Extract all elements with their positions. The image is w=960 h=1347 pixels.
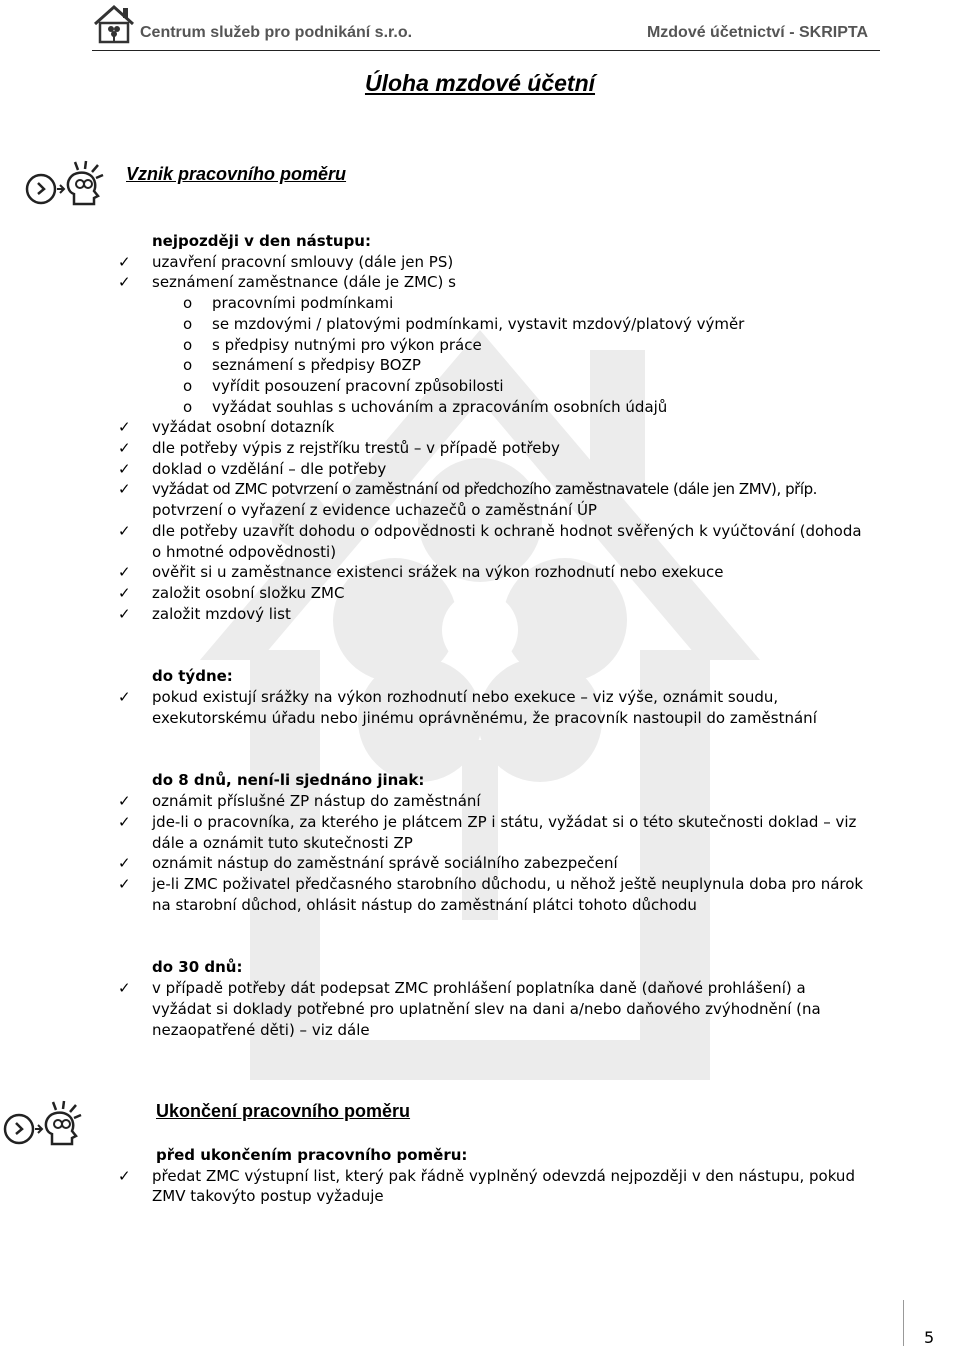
company-name: Centrum služeb pro podnikání s.r.o. (140, 24, 413, 41)
list-item: ✓ oznámit příslušné ZP nástup do zaměstnání (118, 792, 481, 811)
thinking-head-clock-icon (2, 1100, 84, 1148)
group-title: do týdne: (152, 667, 233, 686)
check-mark-icon: ✓ (118, 521, 131, 540)
list-item: ✓ vyžádat osobní dotazník (118, 418, 335, 437)
list-item: ✓ v případě potřeby dát podepsat ZMC prohlášení poplatníka daně (daňové prohlášení) a vyžádat si doklady potřebné pro uplatnění slev na dani a/nebo daňového zvýhodnění (na nezaopatřené děti) – viz dále (118, 979, 821, 1039)
page-header (0, 0, 960, 56)
list-item: ✓ vyžádat od ZMC potvrzení o zaměstnání od předchozího zaměstnavatele (dále jen ZMV), příp. (118, 480, 817, 499)
list-item: ✓ jde-li o pracovníka, za kterého je plátcem ZP i státu, vyžádat si o této skutečnosti doklad – viz dále a oznámit tuto skutečnosti ZP (118, 812, 857, 852)
list-item: ✓ seznámení zaměstnance (dále je ZMC) s (118, 273, 456, 292)
group-title: do 30 dnů: (152, 958, 243, 977)
list-item: ✓ oznámit nástup do zaměstnání správě sociálního zabezpečení (118, 854, 618, 873)
sub-list-item: o pracovními podmínkami (183, 294, 394, 313)
group-within-30-days (0, 957, 960, 1040)
group-title: před ukončením pracovního poměru: (156, 1146, 468, 1164)
section-employment-start (0, 231, 960, 1040)
footer-divider (903, 1300, 904, 1346)
list-item: ✓ založit mzdový list (118, 604, 291, 623)
group-before-termination (0, 1145, 960, 1207)
check-mark-icon: ✓ (118, 874, 131, 893)
list-item: ✓ ověřit si u zaměstnance existenci srážek na výkon rozhodnutí nebo exekuce (118, 563, 724, 582)
check-mark-icon: ✓ (118, 1166, 131, 1185)
group-title: do 8 dnů, není-li sjednáno jinak: (152, 771, 425, 790)
sub-list-item: o vyřídit posouzení pracovní způsobilosti (183, 376, 504, 395)
page-number: 5 (924, 1328, 935, 1347)
list-item: ✓ založit osobní složku ZMC (118, 583, 345, 602)
list-item: ✓ předat ZMC výstupní list, který pak řádně vyplněný odevzdá nejpozději v den nástupu, pokud ZMV takovýto postup vyžaduje (118, 1166, 855, 1206)
check-mark-icon: ✓ (118, 418, 131, 437)
sub-list-item: o seznámení s předpisy BOZP (183, 356, 421, 375)
thinking-head-clock-icon (24, 160, 106, 208)
check-mark-icon: ✓ (118, 792, 131, 811)
check-mark-icon: ✓ (118, 459, 131, 478)
circle-bullet-icon: o (183, 314, 193, 333)
section-heading-employment-end: Ukončení pracovního poměru (156, 1101, 411, 1121)
group-within-week (0, 666, 960, 728)
document-title: Mzdové účetnictví - SKRIPTA (646, 24, 868, 41)
list-item: ✓ uzavření pracovní smlouvy (dále jen PS) (118, 252, 454, 271)
list-item: ✓ pokud existují srážky na výkon rozhodnutí nebo exekuce – viz výše, oznámit soudu, exekutorskému úřadu nebo jinému oprávněnému, že pracovník nastoupil do zaměstnání (118, 688, 817, 727)
sub-list-item: o s předpisy nutnými pro výkon práce (183, 335, 482, 354)
check-mark-icon: ✓ (118, 604, 131, 623)
group-title: nejpozději v den nástupu: (152, 232, 371, 250)
circle-bullet-icon: o (183, 376, 193, 395)
check-mark-icon: ✓ (118, 480, 131, 499)
check-mark-icon: ✓ (118, 812, 131, 831)
check-mark-icon: ✓ (118, 688, 131, 707)
circle-bullet-icon: o (183, 397, 193, 416)
check-mark-icon: ✓ (118, 854, 131, 873)
section-employment-end (0, 1145, 960, 1207)
group-before-start (0, 231, 960, 624)
check-mark-icon: ✓ (118, 563, 131, 582)
circle-bullet-icon: o (183, 335, 193, 354)
check-mark-icon: ✓ (118, 583, 131, 602)
list-item-continuation: potvrzení o vyřazení z evidence uchazečů o zaměstnání ÚP (152, 501, 597, 520)
page-title: Úloha mzdové účetní (364, 70, 596, 96)
check-mark-icon: ✓ (118, 273, 131, 292)
check-mark-icon: ✓ (118, 979, 131, 998)
house-logo-icon (92, 4, 136, 44)
check-mark-icon: ✓ (118, 252, 131, 271)
group-within-8-days (0, 770, 960, 915)
header-divider (92, 50, 880, 51)
sub-list-item: o vyžádat souhlas s uchováním a zpracováním osobních údajů (183, 397, 668, 416)
list-item: ✓ dle potřeby výpis z rejstříku trestů – v případě potřeby (118, 439, 560, 458)
check-mark-icon: ✓ (118, 439, 131, 458)
list-item: ✓ je-li ZMC poživatel předčasného starobního důchodu, u něhož ještě neuplynula doba pro nárok na starobní důchod, ohlásit nástup do zaměstnání plátci tohoto důchodu (118, 874, 864, 914)
circle-bullet-icon: o (183, 294, 193, 313)
circle-bullet-icon: o (183, 356, 193, 375)
sub-list-item: o se mzdovými / platovými podmínkami, vystavit mzdový/platový výměr (183, 314, 745, 333)
list-item: ✓ dle potřeby uzavřít dohodu o odpovědnosti k ochraně hodnot svěřených k vyúčtování (dohoda o hmotné odpovědnosti) (118, 521, 862, 561)
list-item: ✓ doklad o vzdělání – dle potřeby (118, 459, 387, 478)
section-heading-employment-start: Vznik pracovního poměru (126, 164, 347, 184)
